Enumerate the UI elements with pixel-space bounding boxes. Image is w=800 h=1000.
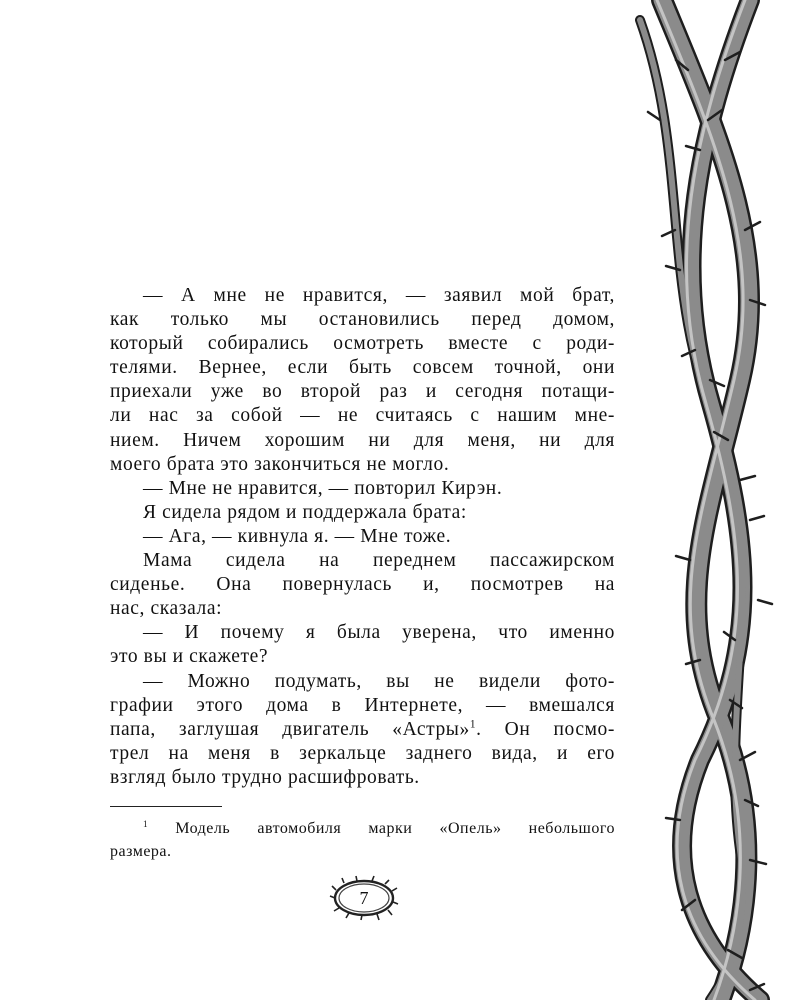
- text-line: — И почему я была уверена, что именно: [143, 622, 615, 644]
- footnote-line: размера.: [110, 843, 172, 860]
- text-line: телями. Вернее, если быть совсем точной, они: [110, 357, 615, 379]
- main-text: [110, 284, 615, 790]
- footnote-divider: [110, 806, 222, 807]
- footnote-reference: 1: [469, 718, 477, 731]
- text-line: нас, сказала:: [110, 598, 223, 620]
- page-number-ornament: [329, 875, 399, 921]
- text-line: — Можно подумать, вы не видели фото-: [143, 670, 615, 692]
- text-line: [110, 718, 615, 742]
- text-line: — А мне не нравится, — заявил мой брат,: [143, 285, 615, 306]
- text-line: — Мне не нравится, — повторил Кирэн.: [143, 477, 503, 499]
- text-line: — Ага, — кивнула я. — Мне тоже.: [143, 525, 452, 547]
- text-line: как только мы остановились перед домом,: [110, 309, 615, 331]
- thorny-vines-decoration: [600, 0, 800, 1000]
- text-line: трел на меня в зеркальце заднего вида, и его: [110, 742, 615, 764]
- page-number: 7: [359, 888, 369, 908]
- text-line: Я сидела рядом и поддержала брата:: [143, 501, 467, 523]
- text-line: графии этого дома в Интернете, — вмешался: [110, 694, 615, 716]
- text-line: приехали уже во второй раз и сегодня потащи-: [110, 381, 615, 403]
- text-line: нием. Ничем хорошим ни для меня, ни для: [110, 429, 615, 451]
- text-line: ли нас за собой — не считаясь с нашим мне-: [110, 405, 615, 427]
- footnote-line: [110, 817, 615, 840]
- footnote: [110, 817, 615, 863]
- text-line: взгляд было трудно расшифровать.: [110, 766, 420, 788]
- footnote-text: Модель автомобиля марки «Опель» небольшого: [175, 820, 616, 837]
- text-line: моего брата это закончиться не могло.: [110, 453, 450, 475]
- text-line: который собирались осмотреть вместе с роди-: [110, 333, 615, 355]
- text-line: Мама сидела на переднем пассажирском: [143, 550, 615, 572]
- text-segment: папа, заглушая двигатель «Астры»: [110, 718, 470, 740]
- text-line: это вы и скажете?: [110, 646, 269, 668]
- text-segment: . Он посмо-: [476, 718, 615, 740]
- text-line: сиденье. Она повернулась и, посмотрев на: [110, 574, 615, 596]
- footnote-marker: 1: [143, 819, 149, 830]
